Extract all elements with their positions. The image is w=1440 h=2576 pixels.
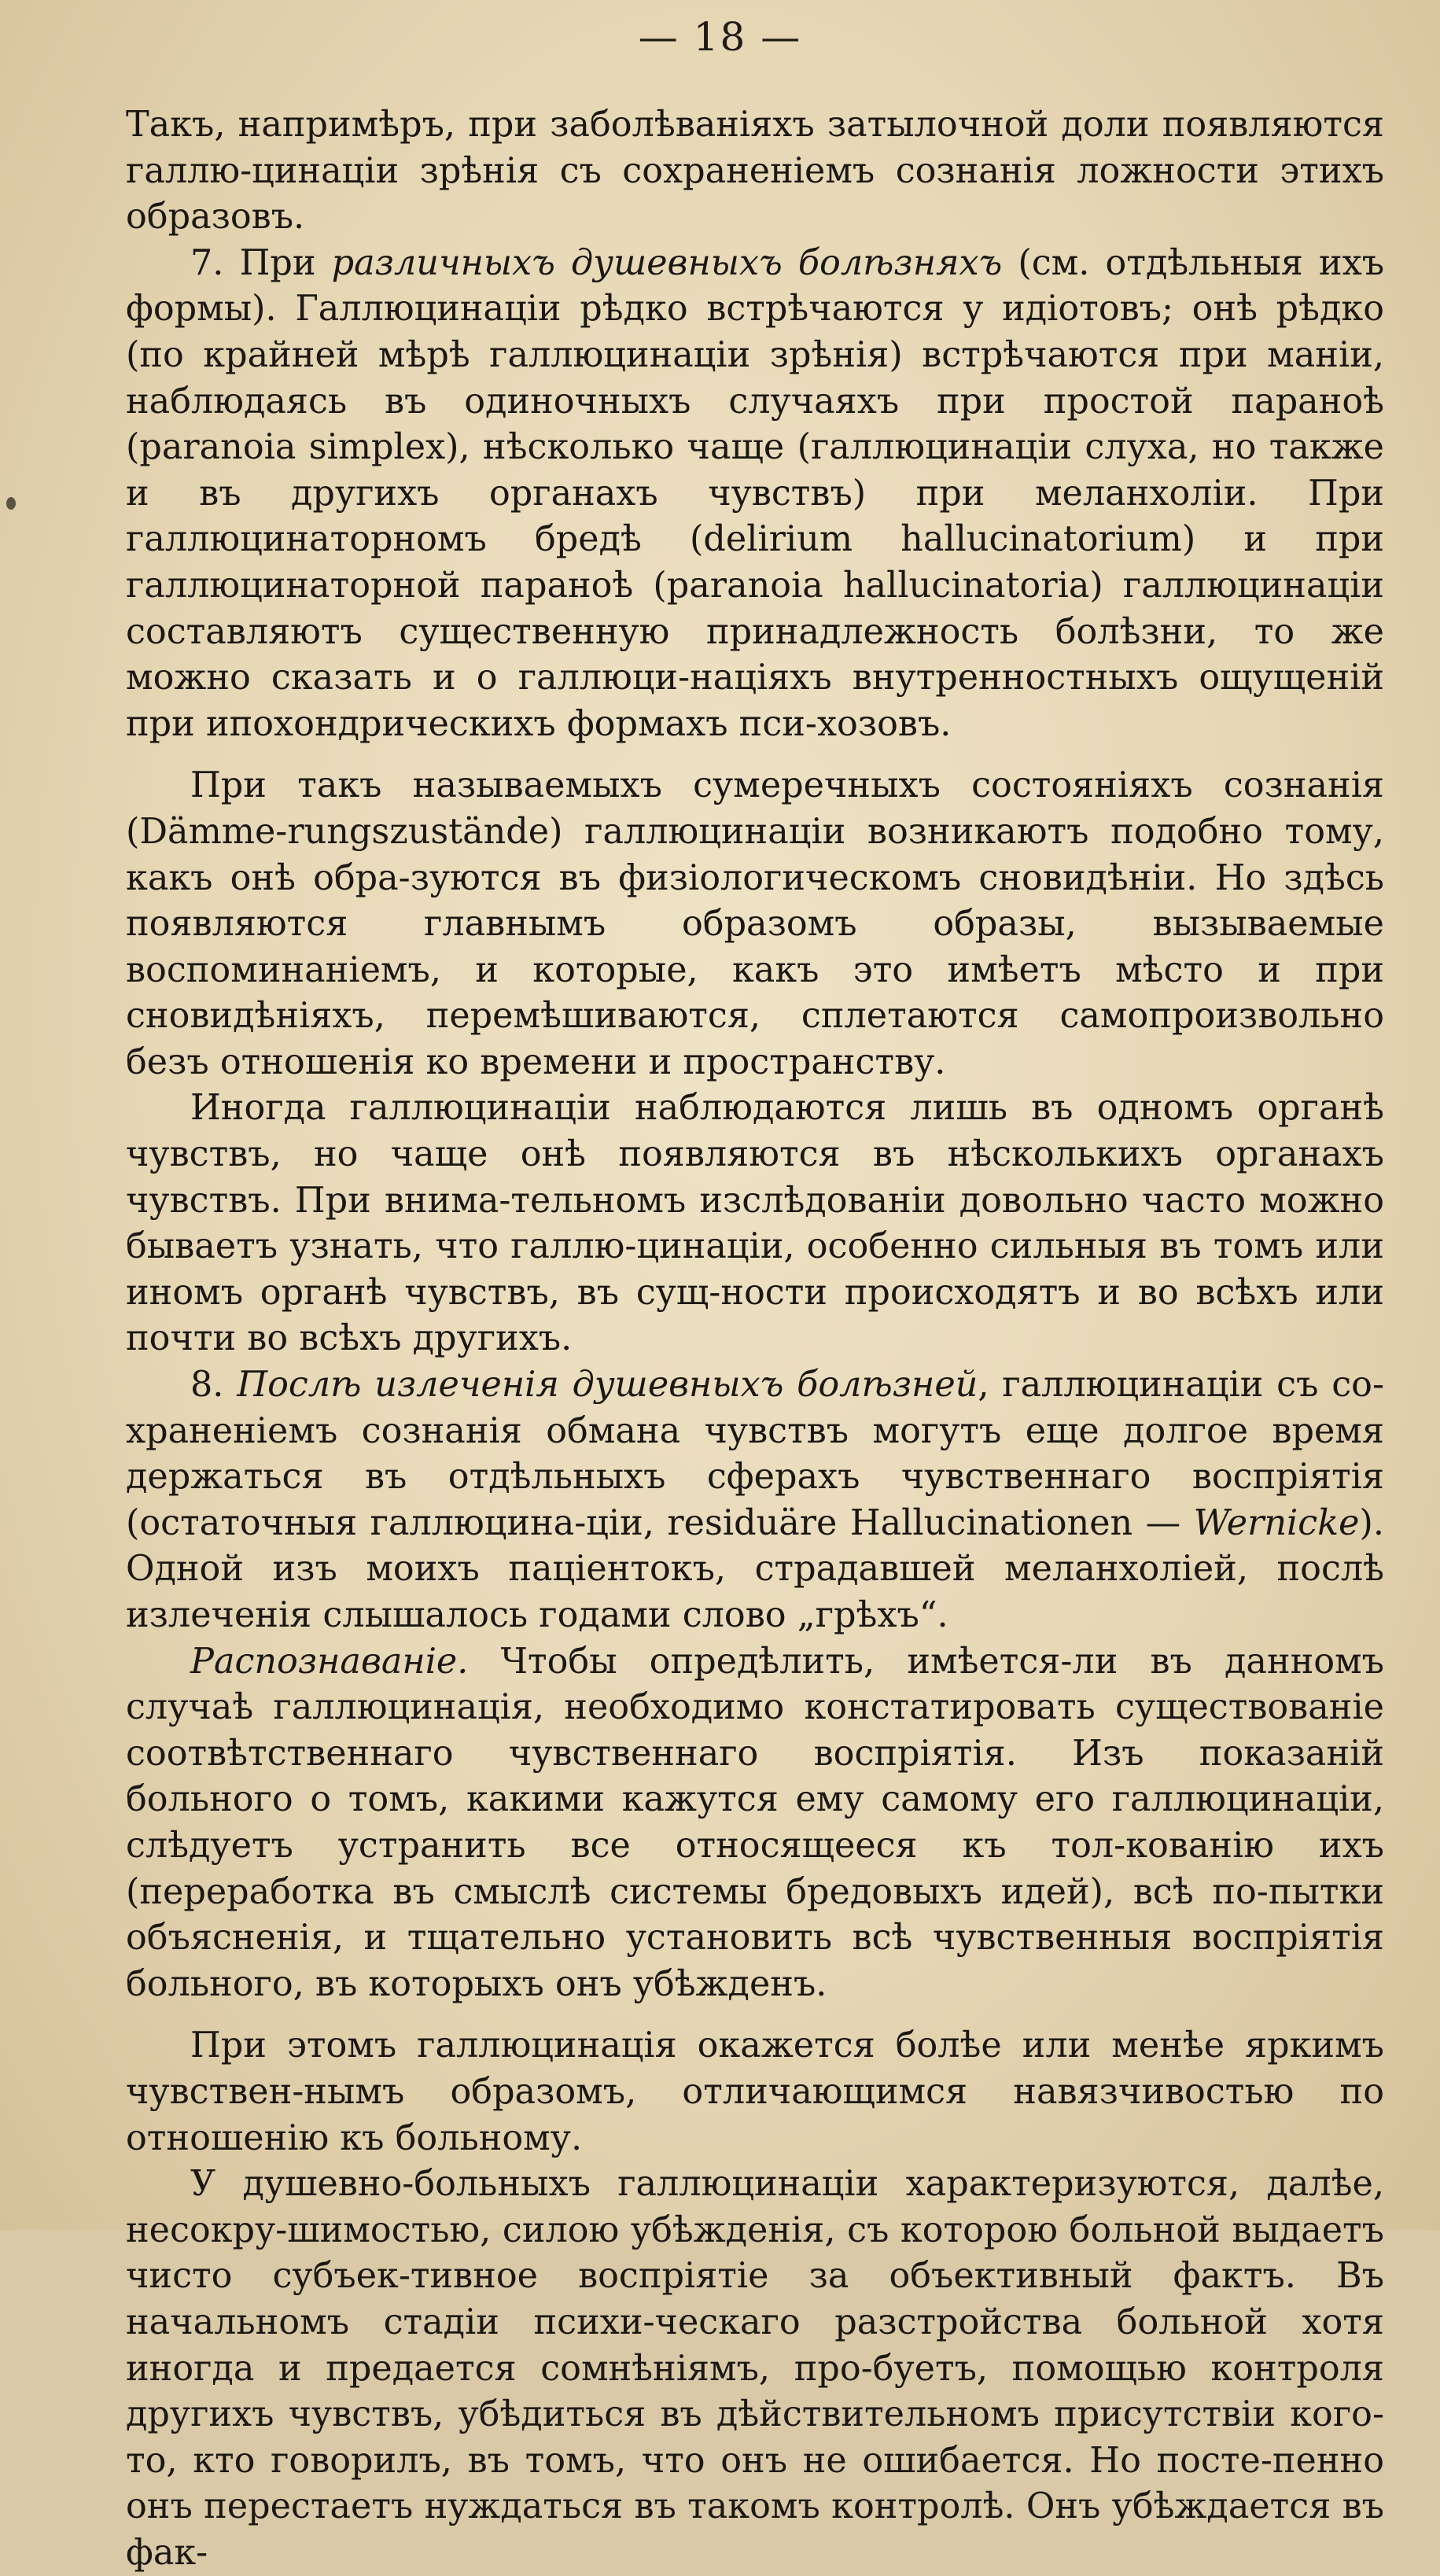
paragraph-7-text: (см. отдѣльныя ихъ формы). Галлюцинаціи рѣдко встрѣчаются у идіотовъ; онѣ рѣдко (по крайней мѣрѣ галлюцинаціи зрѣнія) встрѣчаются при маніи, наблюдаясь въ одиночныхъ случаяхъ при простой паранoѣ (paranoia simplex), нѣсколько чаще (галлюцинаціи слуха, но также и въ другихъ органахъ чувствъ) при меланхоліи. При галлюцинаторномъ бредѣ (delirium hallucinatorium) и при галлюцинаторной паранoѣ (paranoia hallucinatoria) галлюцинаціи составляютъ существенную принадлежность болѣзни, то же можно сказать и о галлюци-націяхъ внутренностныхъ ощущеній при ипохондрическихъ формахъ пси-хозовъ. xyxy=(126,242,1385,744)
paragraph-diagnosis-text: Чтобы опредѣлить, имѣется-ли въ данномъ случаѣ галлюцинація, необходимо констатировать существованіе соотвѣтственнаго чувственнаго воспріятія. Изъ показаній больного о томъ, какими кажутся ему самому его галлюцинаціи, слѣдуетъ устранить все относящееся къ тол-кованію ихъ (переработка въ смыслѣ системы бредовыхъ идей), всѣ по-пытки объясненія, и тщательно установить всѣ чувственныя воспріятія больного, въ которыхъ онъ убѣжденъ. xyxy=(126,1641,1384,2004)
italic-heading-diagnosis: Распознаваніе. xyxy=(190,1641,469,1682)
paragraph-twilight-states: При такъ называемыхъ сумеречныхъ состояніяхъ сознанія (Dämme-rungszustände) галлюцинаціи возникаютъ подобно тому, какъ онѣ обра-зуются въ физіологическомъ сновидѣніи. Но здѣсь появляются главнымъ образомъ образы, вызываемые воспоминаніемъ, и которые, какъ это имѣетъ мѣсто и при сновидѣніяхъ, перемѣшиваются, сплетаются самопроизвольно безъ отношенія ко времени и пространству. xyxy=(126,765,1384,1082)
italic-term-after-recovery: Послѣ излеченія душевныхъ болѣзней xyxy=(237,1365,978,1406)
italic-term-various-mental-diseases: различныхъ душевныхъ болѣзняхъ xyxy=(331,242,1003,283)
item-number-7: 7. При xyxy=(190,242,332,283)
page-body xyxy=(126,102,1384,2576)
ink-spot xyxy=(6,497,16,510)
paragraph-vivid-image: При этомъ галлюцинація окажется болѣе или менѣе яркимъ чувствен-нымъ образомъ, отличающимся навязчивостью по отношенію къ больному. xyxy=(126,2025,1384,2158)
paragraph-diagnosis xyxy=(126,1639,1384,2008)
paragraph-8-text: , галлюцинаціи съ со-храненіемъ сознанія обмана чувствъ могутъ еще долгое время держаться въ отдѣльныхъ сферахъ чувственнаго воспріятія (остаточныя галлюцина-ціи, residuäre Hallucinationen — xyxy=(126,1365,1384,1543)
paragraph-7 xyxy=(126,241,1384,748)
paragraph-sense-organs: Иногда галлюцинаціи наблюдаются лишь въ одномъ органѣ чувствъ, но чаще онѣ появляются въ нѣсколькихъ органахъ чувствъ. При внима-тельномъ изслѣдованіи довольно часто можно бываетъ узнать, что галлю-цинаціи, особенно сильныя въ томъ или иномъ органѣ чувствъ, въ сущ-ности происходятъ и во всѣхъ или почти во всѣхъ другихъ. xyxy=(126,1088,1384,1359)
paragraph-8 xyxy=(126,1362,1384,1639)
paragraph-conviction: У душевно-больныхъ галлюцинаціи характеризуются, далѣе, несокру-шимостью, силою убѣжденія, съ которою больной выдаетъ чисто субъек-тивное воспріятіе за объективный фактъ. Въ начальномъ стадіи психи-ческаго разстройства больной хотя иногда и предается сомнѣніямъ, про-буетъ, помощью контроля другихъ чувствъ, убѣдиться въ дѣйствительномъ присутствіи кого-то, кто говорилъ, въ томъ, что онъ не ошибается. Но посте-пенно онъ перестаетъ нуждаться въ такомъ контролѣ. Онъ убѣждается въ фак- xyxy=(126,2164,1384,2573)
page-number: — 18 — xyxy=(638,14,802,60)
paragraph-8-end: ). Одной изъ моихъ паціентокъ, страдавшей меланхоліей, послѣ излеченія слышалось годами слово „грѣхъ“. xyxy=(126,1502,1384,1635)
item-number-8: 8. xyxy=(190,1365,238,1406)
paragraph-1: Такъ, напримѣръ, при заболѣваніяхъ затылочной доли появляются галлю-цинаціи зрѣнія съ сохраненіемъ сознанія ложности этихъ образовъ. xyxy=(126,105,1384,238)
italic-author-wernicke: Wernicke xyxy=(1193,1502,1360,1543)
